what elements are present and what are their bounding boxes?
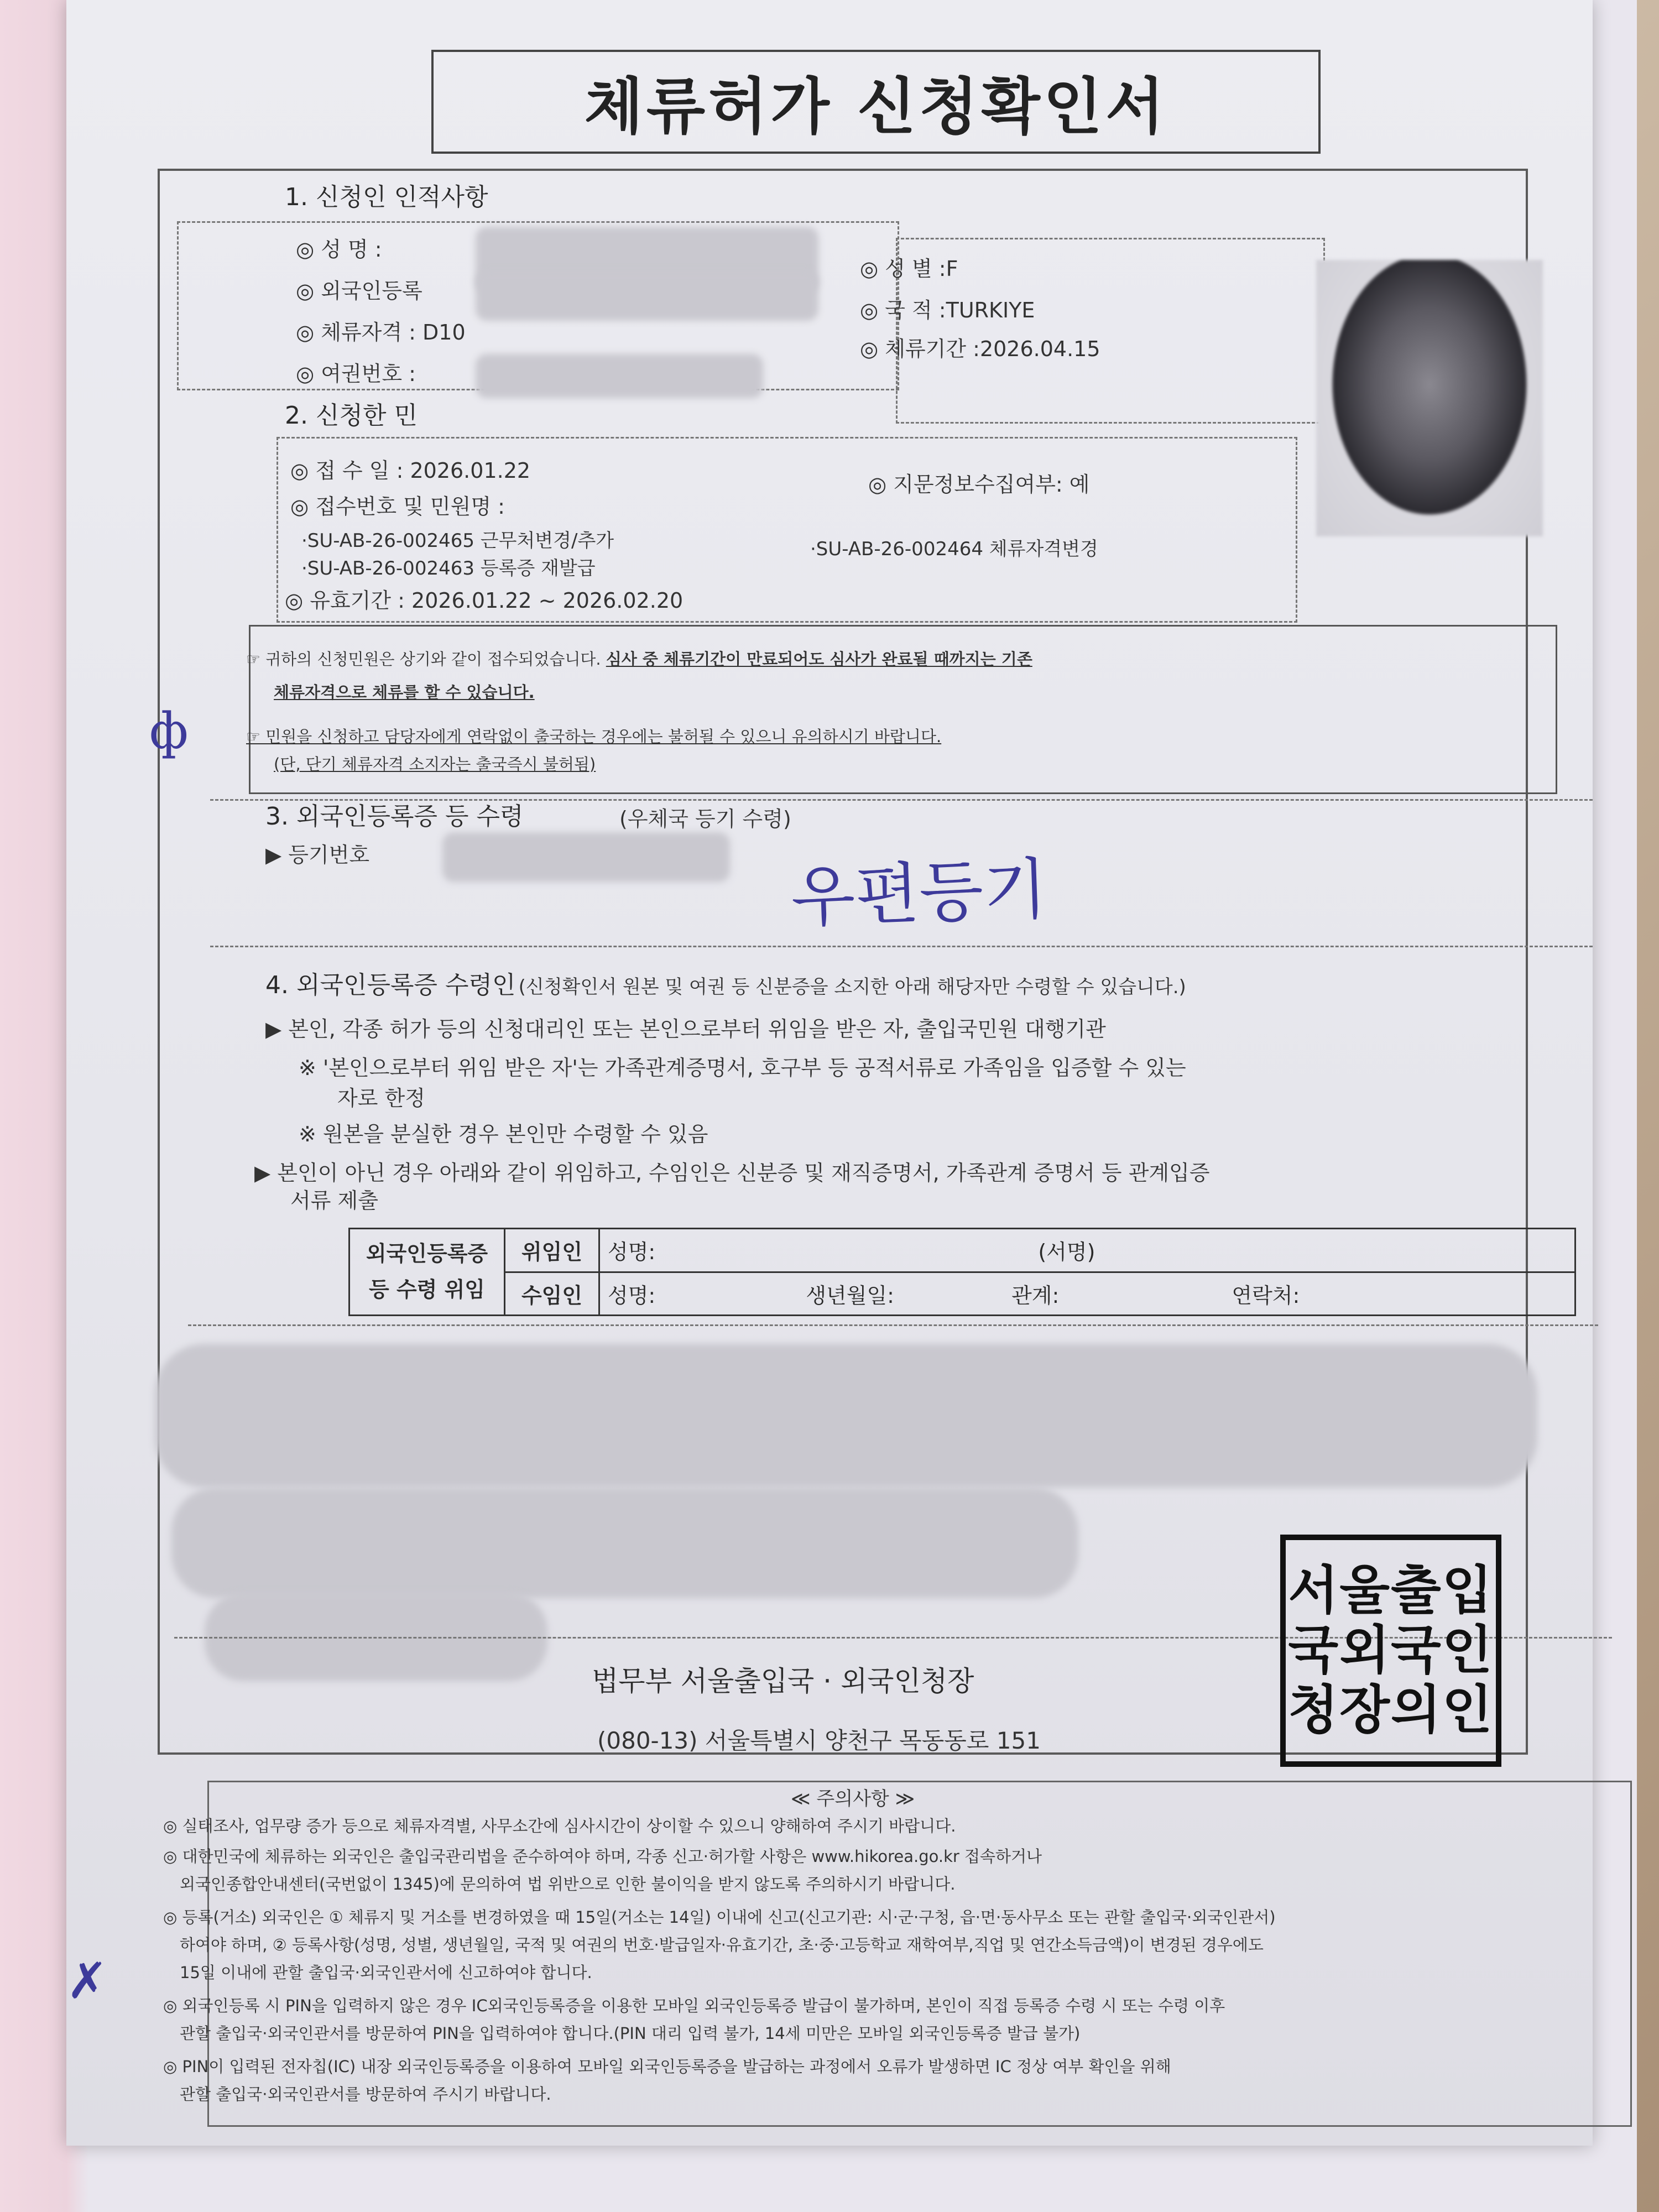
caution-line-4b: 관할 출입국·외국인관서를 방문하여 PIN을 입력하여야 합니다.(PIN 대리 입력 불가, 14세 미만은 모바일 외국인등록증 발급 불가) bbox=[180, 2024, 1081, 2043]
delegate-contact-field[interactable]: 연락처: bbox=[1232, 1283, 1300, 1308]
application-item-1: ·SU-AB-26-002465 근무처변경/추가 bbox=[301, 530, 614, 552]
section1-heading: 1. 신청인 인적사항 bbox=[285, 183, 488, 211]
caution-line-5a: ◎ PIN이 입력된 전자칩(IC) 내장 외국인등록증을 이용하여 모바일 외국인등록증을 발급하는 과정에서 오류가 발생하면 IC 정상 여부 확인을 위해 bbox=[163, 2057, 1171, 2076]
delegation-row-delegate bbox=[349, 1272, 1575, 1316]
delegation-category-top: 외국인등록증 bbox=[366, 1241, 488, 1266]
section2-heading: 2. 신청한 민 bbox=[285, 401, 418, 430]
handwritten-registered-mail: 우편등기 bbox=[790, 851, 1049, 937]
registered-mail-label: ▶ 등기번호 bbox=[265, 843, 370, 867]
redacted-arc-number bbox=[476, 271, 818, 321]
caution-line-1: ◎ 실태조사, 업무량 증가 등으로 체류자격별, 사무소간에 심사시간이 상이할 수 있으니 양해하여 주시기 바랍니다. bbox=[163, 1817, 956, 1835]
seal-line-3: 청장의인 bbox=[1288, 1680, 1494, 1741]
title-box bbox=[431, 50, 1321, 154]
fingerprint-status: ◎ 지문정보수집여부: 예 bbox=[868, 472, 1090, 497]
gender-label: ◎ 성 별 :F bbox=[860, 257, 958, 281]
caution-line-2a: ◎ 대한민국에 체류하는 외국인은 출입국관리법을 준수하여야 하며, 각종 신고·허가할 사항은 www.hikorea.go.kr 접속하거나 bbox=[163, 1847, 1042, 1866]
delegation-category-bottom: 등 수령 위임 bbox=[369, 1277, 485, 1302]
notice-line-1-prefix: ☞ 귀하의 신청민원은 상기와 같이 접수되었습니다. bbox=[246, 650, 601, 669]
notice-line-1 bbox=[246, 647, 1032, 670]
caution-line-3c: 15일 이내에 관할 출입국·외국인관서에 신고하여야 합니다. bbox=[180, 1963, 592, 1982]
caution-line-4a: ◎ 외국인등록 시 PIN을 입력하지 않은 경우 IC외국인등록증을 이용한 모바일 외국인등록증 발급이 불가하며, 본인이 직접 등록증 수령 시 또는 수령 이후 bbox=[163, 1996, 1225, 2015]
delegate-relation-field[interactable]: 관계: bbox=[1011, 1283, 1060, 1308]
redacted-block-1 bbox=[155, 1344, 1537, 1488]
delegator-label: 위임인 bbox=[505, 1229, 599, 1272]
delegation-row-delegator bbox=[349, 1229, 1575, 1272]
divider-2 bbox=[210, 946, 1593, 947]
delegator-name-field[interactable]: 성명: bbox=[608, 1240, 656, 1265]
delegator-fields bbox=[599, 1229, 1575, 1272]
notice-line-1b: 체류자격으로 체류를 할 수 있습니다. bbox=[274, 683, 535, 702]
name-label: ◎ 성 명 : bbox=[296, 237, 382, 262]
caution-line-5b: 관할 출입국·외국인관서를 방문하여 주시기 바랍니다. bbox=[180, 2085, 551, 2104]
section4-bullet-2: ▶ 본인이 아닌 경우 아래와 같이 위임하고, 수임인은 신분증 및 재직증명서, 가족관계 증명서 등 관계입증 bbox=[254, 1161, 1210, 1185]
delegate-name-field[interactable]: 성명: bbox=[608, 1283, 656, 1308]
caution-line-3a: ◎ 등록(거소) 외국인은 ① 체류지 및 거소를 변경하였을 때 15일(거소는 14일) 이내에 신고(신고기관: 시·군·구청, 읍·면·동사무소 또는 관할 출입국·외국인관서) bbox=[163, 1908, 1276, 1927]
section4-header bbox=[265, 965, 1186, 1000]
arc-label: ◎ 외국인등록 bbox=[296, 279, 422, 303]
notice-line-2: ☞ 민원을 신청하고 담당자에게 연락없이 출국하는 경우에는 불허될 수 있으니 유의하시기 바랍니다. bbox=[246, 727, 942, 746]
section4-note-2: ※ 원본을 분실한 경우 본인만 수령할 수 있음 bbox=[299, 1122, 708, 1146]
delegation-category-cell bbox=[349, 1229, 505, 1316]
section4-bullet-2b: 서류 제출 bbox=[290, 1188, 378, 1213]
valid-period: ◎ 유효기간 : 2026.01.22 ~ 2026.02.20 bbox=[285, 588, 684, 613]
section1-right-box bbox=[896, 238, 1325, 424]
delegate-label: 수임인 bbox=[505, 1272, 599, 1316]
notice-line-1-emphasis: 심사 중 체류기간이 만료되어도 심사가 완료될 때까지는 기존 bbox=[606, 650, 1032, 669]
section3-note: (우체국 등기 수령) bbox=[619, 807, 791, 831]
receipt-number-label: ◎ 접수번호 및 민원명 : bbox=[290, 494, 505, 519]
delegate-fields bbox=[599, 1272, 1575, 1316]
caution-line-2b: 외국인종합안내센터(국번없이 1345)에 문의하여 법 위반으로 인한 불이익을 받지 않도록 주의하시기 바랍니다. bbox=[180, 1875, 956, 1893]
caution-line-3b: 하여야 하며, ② 등록사항(성명, 성별, 생년월일, 국적 및 여권의 번호·발급일자·유효기간, 초·중·고등학교 재학여부,직업 및 연간소득금액)이 변경된 경우에도 bbox=[180, 1936, 1264, 1954]
divider-3 bbox=[188, 1324, 1598, 1326]
application-item-2: ·SU-AB-26-002464 체류자격변경 bbox=[810, 538, 1098, 560]
section4-note-1: ※ '본인으로부터 위임 받은 자'는 가족관계증명서, 호구부 등 공적서류로 가족임을 입증할 수 있는 bbox=[299, 1056, 1186, 1080]
delegator-signature[interactable]: (서명) bbox=[1038, 1240, 1095, 1265]
issuer-address: (080-13) 서울특별시 양천구 목동동로 151 bbox=[597, 1727, 1041, 1754]
stay-period-label: ◎ 체류기간 :2026.04.15 bbox=[860, 337, 1100, 361]
document-title: 체류허가 신청확인서 bbox=[584, 71, 1168, 142]
section4-note-1b: 자로 한정 bbox=[337, 1086, 425, 1110]
official-seal bbox=[1280, 1535, 1501, 1767]
section4-bullet-1: ▶ 본인, 각종 허가 등의 신청대리인 또는 본인으로부터 위임을 받은 자, 출입국민원 대행기관 bbox=[265, 1017, 1106, 1041]
section4-note: (신청확인서 원본 및 여권 등 신분증을 소지한 아래 해당자만 수령할 수 있습니다.) bbox=[518, 976, 1186, 998]
pen-mark-star: ✗ bbox=[66, 1952, 108, 2010]
nationality-label: ◎ 국 적 :TURKIYE bbox=[860, 298, 1035, 322]
notice-line-3: (단, 단기 체류자격 소지자는 출국즉시 불허됨) bbox=[274, 755, 596, 774]
delegation-table bbox=[348, 1228, 1576, 1316]
section3-heading: 3. 외국인등록증 등 수령 bbox=[265, 802, 524, 831]
passport-label: ◎ 여권번호 : bbox=[296, 362, 416, 386]
issuing-authority: 법무부 서울출입국 · 외국인청장 bbox=[592, 1665, 974, 1697]
seal-line-1: 서울출입 bbox=[1288, 1560, 1494, 1621]
document-page bbox=[66, 0, 1593, 2146]
redacted-registered-number bbox=[442, 832, 730, 882]
receipt-date: ◎ 접 수 일 : 2026.01.22 bbox=[290, 458, 531, 483]
section4-heading: 4. 외국인등록증 수령인 bbox=[265, 971, 516, 999]
caution-heading: ≪ 주의사항 ≫ bbox=[791, 1788, 915, 1810]
redacted-block-2 bbox=[171, 1488, 1078, 1598]
delegate-birth-field[interactable]: 생년월일: bbox=[806, 1283, 894, 1308]
status-label: ◎ 체류자격 : D10 bbox=[296, 320, 466, 345]
application-item-3: ·SU-AB-26-002463 등록증 재발급 bbox=[301, 557, 596, 580]
pen-mark-check: ф bbox=[149, 702, 189, 760]
redacted-passport bbox=[476, 354, 763, 398]
seal-line-2: 국외국인 bbox=[1288, 1620, 1494, 1681]
applicant-photo bbox=[1316, 260, 1543, 536]
